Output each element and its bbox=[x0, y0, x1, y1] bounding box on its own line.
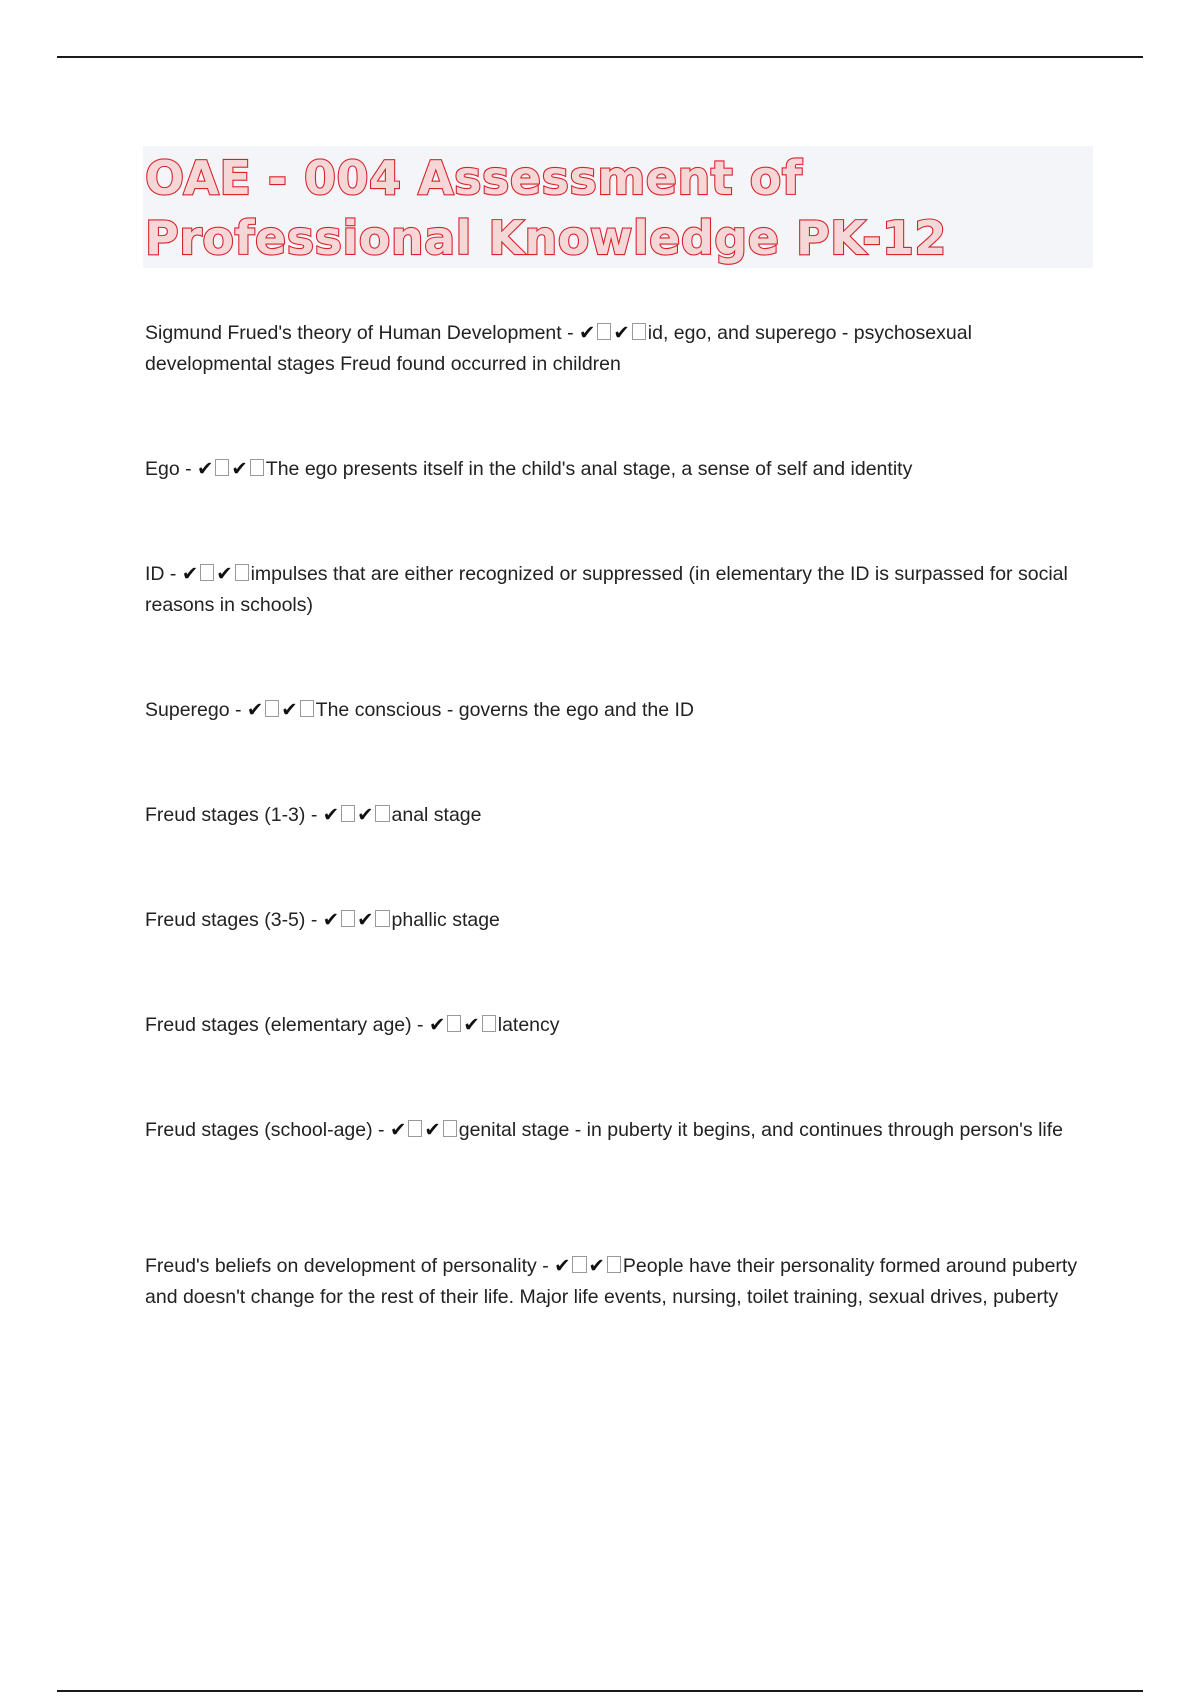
check-icon: ✔ bbox=[197, 458, 214, 480]
box-icon bbox=[341, 910, 355, 927]
check-icon: ✔ bbox=[463, 1014, 480, 1036]
entry-answer: id, ego, and superego - psychosexual developmental stages Freud found occurred in children bbox=[145, 322, 972, 375]
box-icon bbox=[250, 459, 264, 476]
bottom-rule bbox=[57, 1690, 1143, 1692]
entry-answer: genital stage - in puberty it begins, and continues through person's life bbox=[458, 1119, 1063, 1141]
entry-item bbox=[145, 1115, 1085, 1146]
box-icon bbox=[447, 1015, 461, 1032]
entry-separator: - bbox=[411, 1014, 429, 1036]
entry-item bbox=[145, 318, 1085, 380]
check-icon: ✔ bbox=[231, 458, 248, 480]
check-icon: ✔ bbox=[357, 909, 374, 931]
box-icon bbox=[341, 805, 355, 822]
entry-term: Superego bbox=[145, 699, 230, 721]
check-icon: ✔ bbox=[216, 563, 233, 585]
check-icon: ✔ bbox=[579, 322, 596, 344]
box-icon bbox=[235, 564, 249, 581]
box-icon bbox=[597, 323, 611, 340]
box-icon bbox=[300, 700, 314, 717]
entry-separator: - bbox=[305, 909, 323, 931]
entry-item bbox=[145, 454, 1085, 485]
entry-item bbox=[145, 905, 1085, 936]
entry-answer: anal stage bbox=[391, 804, 482, 826]
check-icon: ✔ bbox=[428, 1014, 446, 1036]
entry-item bbox=[145, 1251, 1085, 1313]
box-icon bbox=[215, 459, 229, 476]
document-title: OAE - 004 Assessment of Professional Knowledge PK-12 bbox=[145, 151, 947, 265]
box-icon bbox=[375, 805, 389, 822]
check-icon: ✔ bbox=[181, 563, 199, 585]
entry-answer: latency bbox=[497, 1014, 560, 1036]
entry-answer: People have their personality formed around puberty and doesn't change for the rest of their life. Major life events, nursing, toilet training, sexual drives, puberty bbox=[145, 1255, 1078, 1308]
check-icon: ✔ bbox=[588, 1255, 605, 1277]
entry-item bbox=[145, 695, 1085, 726]
entry-item bbox=[145, 800, 1085, 831]
entry-answer: The conscious - governs the ego and the ID bbox=[315, 699, 694, 721]
check-icon: ✔ bbox=[281, 699, 298, 721]
check-icon: ✔ bbox=[424, 1119, 441, 1141]
check-icon: ✔ bbox=[613, 322, 630, 344]
entry-term: Freud stages (3-5) bbox=[145, 909, 306, 931]
check-icon: ✔ bbox=[389, 1119, 407, 1141]
box-icon bbox=[632, 323, 646, 340]
check-icon: ✔ bbox=[357, 804, 374, 826]
entry-answer: The ego presents itself in the child's anal stage, a sense of self and identity bbox=[265, 458, 913, 480]
entry-term: Freud stages (1-3) bbox=[145, 804, 306, 826]
entry-separator: - bbox=[305, 804, 323, 826]
entry-separator: - bbox=[372, 1119, 390, 1141]
box-icon bbox=[607, 1256, 621, 1273]
entry-answer: phallic stage bbox=[391, 909, 500, 931]
entry-term: ID bbox=[145, 563, 165, 585]
entry-term: Freud's beliefs on development of personality bbox=[145, 1255, 537, 1277]
top-rule bbox=[57, 56, 1143, 58]
box-icon bbox=[572, 1256, 586, 1273]
entry-separator: - bbox=[164, 563, 182, 585]
check-icon: ✔ bbox=[322, 909, 340, 931]
entry-separator: - bbox=[536, 1255, 555, 1277]
entry-answer: impulses that are either recognized or suppressed (in elementary the ID is surpassed for social reasons in schools) bbox=[145, 563, 1068, 616]
entry-separator: - bbox=[229, 699, 247, 721]
box-icon bbox=[265, 700, 279, 717]
entry-separator: - bbox=[179, 458, 198, 480]
box-icon bbox=[408, 1120, 422, 1137]
check-icon: ✔ bbox=[246, 699, 264, 721]
title-banner bbox=[143, 146, 1093, 268]
entry-separator: - bbox=[561, 322, 580, 344]
entry-item bbox=[145, 1010, 1085, 1041]
check-icon: ✔ bbox=[322, 804, 340, 826]
box-icon bbox=[375, 910, 389, 927]
box-icon bbox=[200, 564, 214, 581]
box-icon bbox=[443, 1120, 457, 1137]
entry-term: Ego bbox=[145, 458, 180, 480]
box-icon bbox=[482, 1015, 496, 1032]
check-icon: ✔ bbox=[554, 1255, 571, 1277]
entry-term: Freud stages (school-age) bbox=[145, 1119, 373, 1141]
entry-item bbox=[145, 559, 1085, 621]
entry-term: Sigmund Frued's theory of Human Development bbox=[145, 322, 562, 344]
entry-term: Freud stages (elementary age) bbox=[145, 1014, 412, 1036]
